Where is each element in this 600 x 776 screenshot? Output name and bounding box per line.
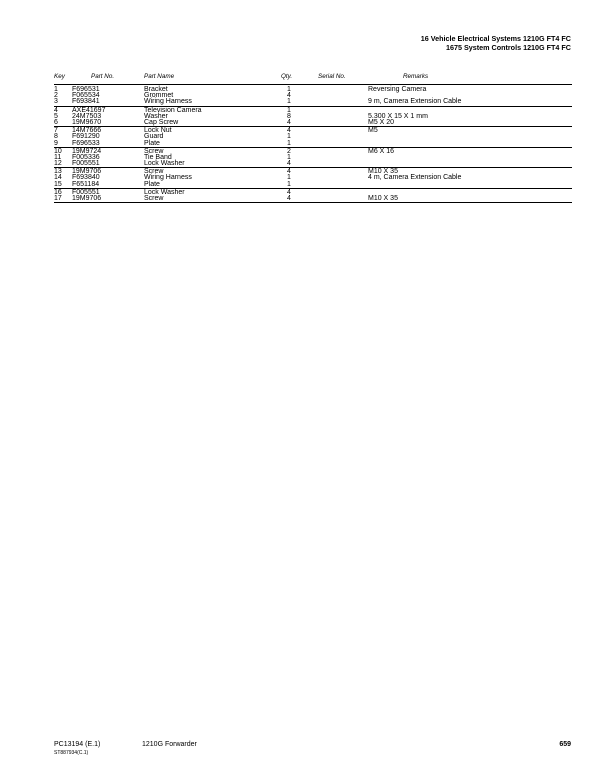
cell-part-name: Grommet xyxy=(144,92,174,100)
cell-qty: 1 xyxy=(287,139,291,147)
cell-part-no: F693840 xyxy=(72,174,100,182)
cell-part-name: Plate xyxy=(144,139,160,147)
cell-part-no: F696533 xyxy=(72,139,100,147)
cell-remarks: Reversing Camera xyxy=(368,86,427,93)
cell-part-name: Plate xyxy=(144,180,160,188)
col-header-part-name: Part Name xyxy=(144,73,175,80)
cell-part-no: 14M7666 xyxy=(72,127,102,135)
section-title: 16 Vehicle Electrical Systems 1210G FT4 FC xyxy=(420,34,571,43)
cell-part-no: F651184 xyxy=(72,180,100,188)
cell-part-no: AXE41697 xyxy=(72,106,106,114)
cell-part-no: F005551 xyxy=(72,188,100,196)
cell-qty: 1 xyxy=(287,106,291,114)
footer-model: 1210G Forwarder xyxy=(142,741,197,748)
cell-qty: 4 xyxy=(287,168,291,176)
cell-part-no: 19M9706 xyxy=(72,195,102,202)
row-group xyxy=(54,149,572,169)
cell-qty: 1 xyxy=(287,153,291,161)
cell-part-name: Screw xyxy=(144,168,164,176)
page-number: 659 xyxy=(559,741,571,748)
col-header-qty: Qty. xyxy=(281,73,293,80)
cell-part-name: Lock Washer xyxy=(144,188,185,196)
col-header-remarks: Remarks xyxy=(403,73,429,80)
cell-key: 15 xyxy=(54,180,62,188)
cell-part-name: Lock Nut xyxy=(144,127,172,135)
cell-qty: 8 xyxy=(287,112,291,120)
table-top-rule xyxy=(54,84,572,85)
row-group xyxy=(54,169,572,189)
cell-part-name: Cap Screw xyxy=(144,118,179,126)
cell-key: 2 xyxy=(54,92,58,100)
cell-part-name: Tie Band xyxy=(144,153,172,161)
cell-key: 16 xyxy=(54,188,62,196)
cell-qty: 1 xyxy=(287,98,291,106)
cell-key: 9 xyxy=(54,139,58,147)
cell-key: 5 xyxy=(54,112,58,120)
cell-key: 13 xyxy=(54,168,62,176)
row-group xyxy=(54,128,572,148)
cell-part-no: 19M9706 xyxy=(72,168,102,176)
table-row xyxy=(54,99,572,105)
cell-part-no: F691290 xyxy=(72,133,100,141)
footer-code: ST887934(C.1) xyxy=(54,750,89,756)
cell-part-no: 19M9724 xyxy=(72,147,102,155)
table-row xyxy=(54,141,572,147)
cell-part-no: 19M9670 xyxy=(72,118,102,126)
cell-key: 6 xyxy=(54,118,58,126)
cell-key: 10 xyxy=(54,147,62,155)
footer-doc-id: PC13194 (E.1) xyxy=(54,741,101,748)
table-row xyxy=(54,161,572,167)
cell-key: 14 xyxy=(54,174,62,182)
cell-qty: 1 xyxy=(287,133,291,141)
cell-qty: 4 xyxy=(287,195,291,202)
cell-part-name: Television Camera xyxy=(144,106,202,114)
table-row xyxy=(54,120,572,126)
cell-remarks: 9 m, Camera Extension Cable xyxy=(368,98,462,106)
cell-remarks: 5.300 X 15 X 1 mm xyxy=(368,112,428,120)
cell-part-name: Bracket xyxy=(144,86,168,93)
cell-remarks: M6 X 16 xyxy=(368,147,395,155)
col-header-serial-no: Serial No. xyxy=(318,73,346,80)
cell-part-no: 24M7503 xyxy=(72,112,102,120)
cell-key: 8 xyxy=(54,133,58,141)
cell-key: 7 xyxy=(54,127,58,135)
cell-qty: 2 xyxy=(287,147,291,155)
cell-qty: 4 xyxy=(287,160,291,168)
cell-remarks: M10 X 35 xyxy=(368,168,398,176)
cell-part-name: Wiring Harness xyxy=(144,98,192,106)
cell-part-name: Guard xyxy=(144,133,164,141)
cell-part-no: F005551 xyxy=(72,160,100,168)
cell-qty: 4 xyxy=(287,118,291,126)
cell-key: 3 xyxy=(54,98,58,106)
cell-remarks: M5 xyxy=(368,127,378,135)
cell-key: 11 xyxy=(54,153,62,161)
cell-qty: 4 xyxy=(287,127,291,135)
cell-key: 1 xyxy=(54,86,58,93)
table-row xyxy=(54,196,572,202)
row-group xyxy=(54,87,572,107)
cell-part-no: F065534 xyxy=(72,92,100,100)
cell-remarks: M5 X 20 xyxy=(368,118,395,126)
cell-part-name: Washer xyxy=(144,112,168,120)
cell-qty: 4 xyxy=(287,92,291,100)
cell-part-name: Screw xyxy=(144,147,164,155)
table-row xyxy=(54,182,572,188)
cell-key: 12 xyxy=(54,160,62,168)
cell-part-no: F005336 xyxy=(72,153,100,161)
row-group xyxy=(54,108,572,128)
cell-part-name: Lock Washer xyxy=(144,160,185,168)
cell-key: 17 xyxy=(54,195,62,202)
col-header-part-no: Part No. xyxy=(91,73,115,80)
cell-qty: 1 xyxy=(287,174,291,182)
cell-remarks: 4 m, Camera Extension Cable xyxy=(368,174,462,182)
cell-key: 4 xyxy=(54,106,58,114)
row-group xyxy=(54,190,572,203)
cell-qty: 1 xyxy=(287,86,291,93)
cell-part-name: Screw xyxy=(144,195,164,202)
col-header-key: Key xyxy=(54,73,65,80)
cell-part-no: F693841 xyxy=(72,98,100,106)
cell-qty: 4 xyxy=(287,188,291,196)
cell-part-name: Wiring Harness xyxy=(144,174,192,182)
cell-qty: 1 xyxy=(287,180,291,188)
cell-remarks: M10 X 35 xyxy=(368,195,398,202)
parts-table xyxy=(54,87,572,204)
cell-part-no: F696531 xyxy=(72,86,100,93)
subsection-title: 1675 System Controls 1210G FT4 FC xyxy=(445,43,571,52)
